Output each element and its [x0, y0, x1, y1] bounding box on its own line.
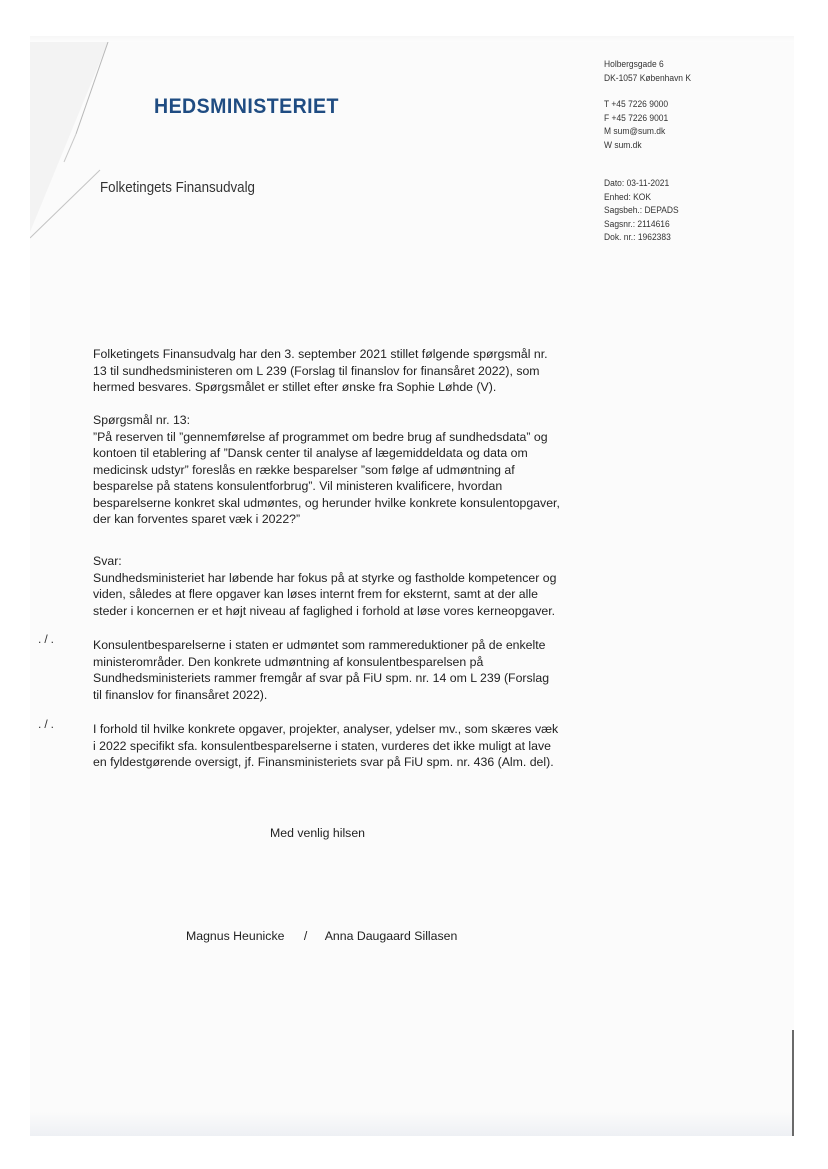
question-section: [93, 412, 561, 528]
signature-line: [186, 929, 457, 943]
scan-bottom-shadow: [30, 1112, 794, 1136]
question-heading: Spørgsmål nr. 13:: [93, 413, 191, 427]
meta-document-number: Dok. nr.: 1962383: [604, 232, 671, 242]
scan-edge-line: [792, 1030, 794, 1136]
answer-paragraph-1: Sundhedsministeriet har løbende har fokus på at styrke og fastholde kompetencer og viden, således at flere opgaver kan løses internt frem for eksternt, samt at der alle steder i koncernen er et højt niveau af faglighed i forhold at løse vores kerneopgaver.: [93, 570, 557, 618]
ministry-address: [604, 58, 691, 85]
intro-paragraph: [93, 346, 561, 396]
meta-case-number: Sagsnr.: 2114616: [604, 218, 670, 229]
answer-heading: Svar:: [93, 554, 122, 568]
recipient: Folketingets Finansudvalg: [100, 180, 255, 196]
fold-marks-decoration: [30, 42, 150, 252]
closing-greeting: Med venlig hilsen: [270, 826, 366, 840]
document-metadata: [604, 177, 679, 245]
answer-paragraph-2-block: [93, 637, 561, 703]
enclosure-mark-1: ./.: [38, 632, 58, 646]
enclosure-mark-2: ./.: [38, 717, 58, 731]
address-street: Holbergsgade 6: [604, 59, 664, 69]
signature-minister: Magnus Heunicke: [186, 929, 285, 943]
signature-official: Anna Daugaard Sillasen: [324, 929, 458, 943]
address-city: DK-1057 København K: [604, 72, 692, 83]
contact-fax: F +45 7226 9001: [604, 112, 669, 123]
intro-text: Folketingets Finansudvalg har den 3. september 2021 stillet følgende spørgsmål nr. 13 til sundhedsministeren om L 239 (Forslag til finanslov for finansåret 2022), som hermed besvares. Spørgsmålet er stillet efter ønske fra Sophie Løhde (V).: [93, 347, 548, 394]
ministry-logo-text: HEDSMINISTERIET: [154, 95, 339, 118]
ministry-contact: [604, 98, 668, 152]
contact-web: W sum.dk: [604, 139, 642, 150]
answer-paragraph-3: I forhold til hvilke konkrete opgaver, projekter, analyser, ydelser mv., som skæres væk i 2022 specifikt sfa. konsulentbesparelserne i staten, vurderes det ikke muligt at lave en fyldestgørende oversigt, jf. Finansministeriets svar på FiU spm. nr. 436 (Alm. del).: [93, 722, 559, 769]
contact-email: M sum@sum.dk: [604, 126, 666, 136]
contact-phone: T +45 7226 9000: [604, 99, 669, 109]
meta-caseworker: Sagsbeh.: DEPADS: [604, 205, 679, 215]
answer-section: [93, 553, 561, 619]
meta-unit: Enhed: KOK: [604, 191, 652, 202]
question-text: ”På reserven til ”gennemførelse af programmet om bedre brug af sundhedsdata” og kontoen til etablering af ”Dansk center til analyse af lægemiddeldata og data om medicinsk udstyr” foreslås en række besparelser ”som følge af udmøntning af besparelse på statens konsulentforbrug”. Vil ministeren kvalificere, hvordan besparelserne konkret skal udmøntes, og herunder hvilke konkrete konsulentopgaver, der kan forventes sparet væk i 2022?”: [93, 429, 560, 526]
answer-paragraph-3-block: [93, 721, 561, 771]
answer-paragraph-2: Konsulentbesparelserne i staten er udmøntet som rammereduktioner på de enkelte ministerområder. Den konkrete udmøntning af konsulentbesparelsen på Sundhedsministeriets rammer fremgår af svar på FiU spm. nr. 14 om L 239 (Forslag til finanslov for finansåret 2022).: [93, 638, 550, 702]
meta-date: Dato: 03-11-2021: [604, 178, 670, 188]
signature-separator: /: [303, 929, 308, 943]
